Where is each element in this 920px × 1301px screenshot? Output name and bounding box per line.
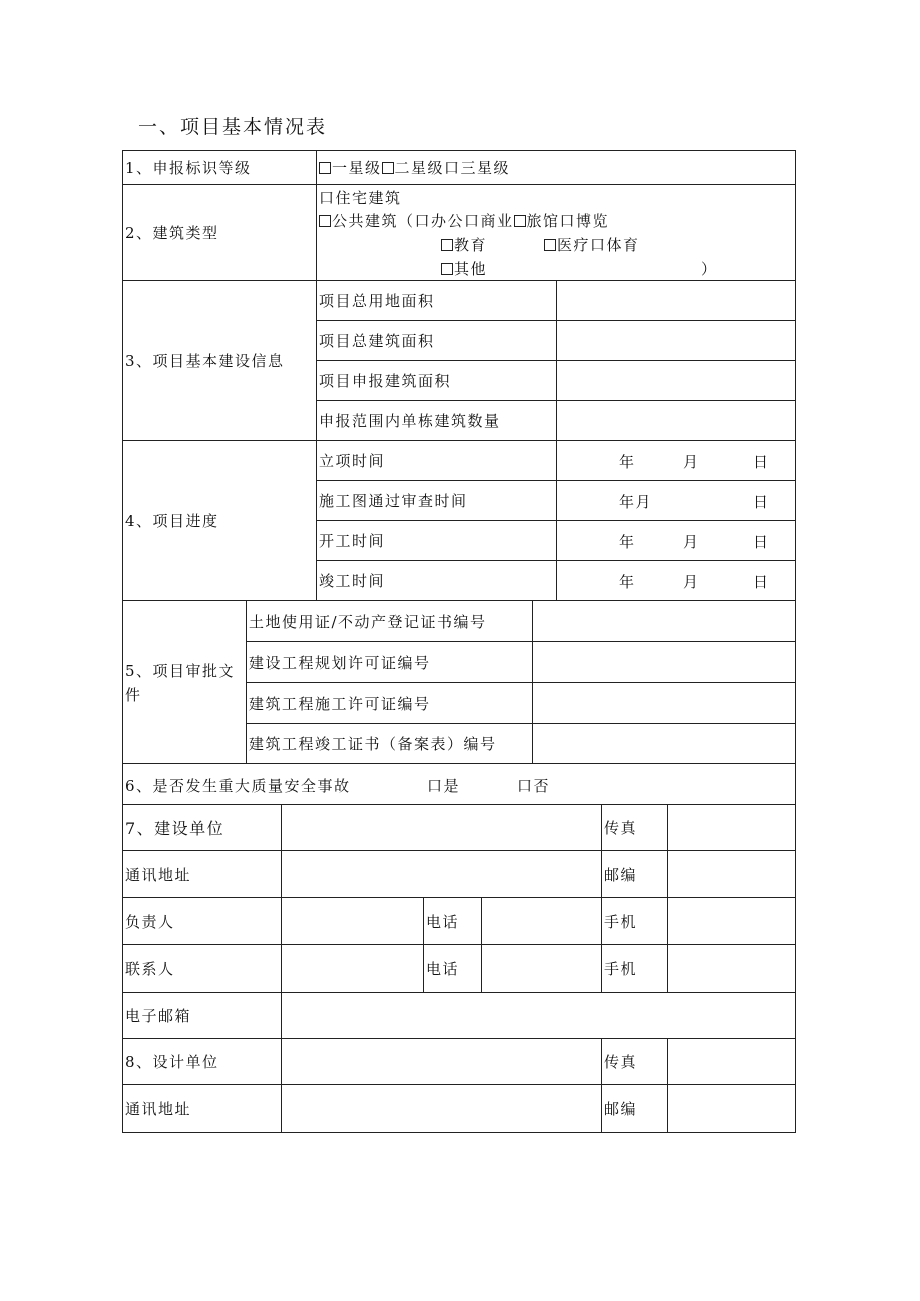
owner-fax-value[interactable] xyxy=(667,804,796,851)
option-other-row xyxy=(441,258,487,279)
option-yes[interactable]: 口是 xyxy=(427,777,461,795)
total-land-area-label: 项目总用地面积 xyxy=(316,280,557,321)
month-label: 月 xyxy=(683,453,700,471)
start-date-field[interactable] xyxy=(556,520,796,561)
year-label: 年 xyxy=(619,533,636,551)
design-fax-label: 传真 xyxy=(601,1038,668,1085)
option-hotel: 旅馆口博览 xyxy=(526,212,610,230)
land-certificate-value[interactable] xyxy=(532,600,796,642)
manager-mobile-value[interactable] xyxy=(667,897,796,945)
safety-accident-label: 6、是否发生重大质量安全事故 xyxy=(125,777,351,795)
owner-postcode-value[interactable] xyxy=(667,850,796,898)
option-three-star[interactable]: 口三星级 xyxy=(444,159,511,177)
safety-accident-row xyxy=(122,763,796,805)
contact-phone-label: 电话 xyxy=(423,944,482,993)
checkbox-medical[interactable] xyxy=(544,239,556,251)
progress-label: 4、项目进度 xyxy=(122,440,317,601)
day-label: 日 xyxy=(753,453,770,471)
planning-permit-label: 建设工程规划许可证编号 xyxy=(246,641,533,683)
checkbox-one-star[interactable] xyxy=(319,162,331,174)
checkbox-public[interactable] xyxy=(319,215,331,227)
contact-value[interactable] xyxy=(281,944,424,993)
option-medical: 医疗口体育 xyxy=(557,236,640,254)
owner-unit-label: 7、建设单位 xyxy=(122,804,282,851)
manager-label: 负责人 xyxy=(122,897,282,945)
approval-docs-label: 5、项目审批文件 xyxy=(122,600,247,764)
planning-permit-value[interactable] xyxy=(532,641,796,683)
option-other: 其他 xyxy=(454,260,488,278)
manager-phone-label: 电话 xyxy=(423,897,482,945)
closing-paren: ） xyxy=(701,260,718,278)
approval-date-label: 立项时间 xyxy=(316,440,557,481)
total-floor-area-value[interactable] xyxy=(556,320,796,361)
email-label: 电子邮箱 xyxy=(122,992,282,1039)
day-label: 日 xyxy=(753,573,770,591)
construction-info-label: 3、项目基本建设信息 xyxy=(122,280,317,441)
declared-floor-area-value[interactable] xyxy=(556,360,796,401)
design-fax-value[interactable] xyxy=(667,1038,796,1085)
day-label: 日 xyxy=(753,533,770,551)
star-level-label: 1、申报标识等级 xyxy=(122,150,317,185)
page-title: 一、项目基本情况表 xyxy=(138,116,328,138)
owner-address-value[interactable] xyxy=(281,850,602,898)
option-medical-row xyxy=(544,234,640,255)
land-certificate-label: 土地使用证/不动产登记证书编号 xyxy=(246,600,533,642)
total-land-area-value[interactable] xyxy=(556,280,796,321)
star-level-options xyxy=(316,150,796,185)
contact-label: 联系人 xyxy=(122,944,282,993)
owner-address-label: 通讯地址 xyxy=(122,850,282,898)
completion-certificate-value[interactable] xyxy=(532,723,796,764)
owner-fax-label: 传真 xyxy=(601,804,668,851)
design-postcode-label: 邮编 xyxy=(601,1084,668,1133)
option-education: 教育 xyxy=(454,236,488,254)
checkbox-other[interactable] xyxy=(441,263,453,275)
checkbox-two-star[interactable] xyxy=(382,162,394,174)
construction-permit-value[interactable] xyxy=(532,682,796,724)
building-count-label: 申报范围内单栋建筑数量 xyxy=(316,400,557,441)
design-address-value[interactable] xyxy=(281,1084,602,1133)
email-value[interactable] xyxy=(281,992,796,1039)
year-label: 年 xyxy=(619,453,636,471)
option-two-star: 二星级 xyxy=(394,159,445,177)
day-label: 日 xyxy=(753,493,770,511)
manager-value[interactable] xyxy=(281,897,424,945)
design-postcode-value[interactable] xyxy=(667,1084,796,1133)
checkbox-education[interactable] xyxy=(441,239,453,251)
owner-postcode-label: 邮编 xyxy=(601,850,668,898)
contact-mobile-value[interactable] xyxy=(667,944,796,993)
option-no[interactable]: 口否 xyxy=(517,777,551,795)
start-date-label: 开工时间 xyxy=(316,520,557,561)
option-one-star: 一星级 xyxy=(332,159,382,177)
month-label: 月 xyxy=(683,573,700,591)
owner-unit-value[interactable] xyxy=(281,804,602,851)
approval-date-field[interactable] xyxy=(556,440,796,481)
drawing-review-date-label: 施工图通过审查时间 xyxy=(316,480,557,521)
design-unit-value[interactable] xyxy=(281,1038,602,1085)
month-label: 月 xyxy=(683,533,700,551)
completion-date-label: 竣工时间 xyxy=(316,560,557,601)
total-floor-area-label: 项目总建筑面积 xyxy=(316,320,557,361)
year-label: 年 xyxy=(619,573,636,591)
drawing-review-date-field[interactable] xyxy=(556,480,796,521)
design-unit-label: 8、设计单位 xyxy=(122,1038,282,1085)
contact-phone-value[interactable] xyxy=(481,944,602,993)
option-education-row xyxy=(441,234,487,255)
manager-phone-value[interactable] xyxy=(481,897,602,945)
year-month-label: 年月 xyxy=(619,493,653,511)
building-count-value[interactable] xyxy=(556,400,796,441)
option-public-row xyxy=(319,210,609,231)
building-type-options xyxy=(316,184,796,281)
option-residential[interactable]: 口住宅建筑 xyxy=(319,189,402,207)
checkbox-hotel[interactable] xyxy=(514,215,526,227)
option-public: 公共建筑（口办公口商业 xyxy=(332,212,514,230)
manager-mobile-label: 手机 xyxy=(601,897,668,945)
declared-floor-area-label: 项目申报建筑面积 xyxy=(316,360,557,401)
contact-mobile-label: 手机 xyxy=(601,944,668,993)
design-address-label: 通讯地址 xyxy=(122,1084,282,1133)
completion-certificate-label: 建筑工程竣工证书（备案表）编号 xyxy=(246,723,533,764)
construction-permit-label: 建筑工程施工许可证编号 xyxy=(246,682,533,724)
completion-date-field[interactable] xyxy=(556,560,796,601)
building-type-label: 2、建筑类型 xyxy=(122,184,317,281)
